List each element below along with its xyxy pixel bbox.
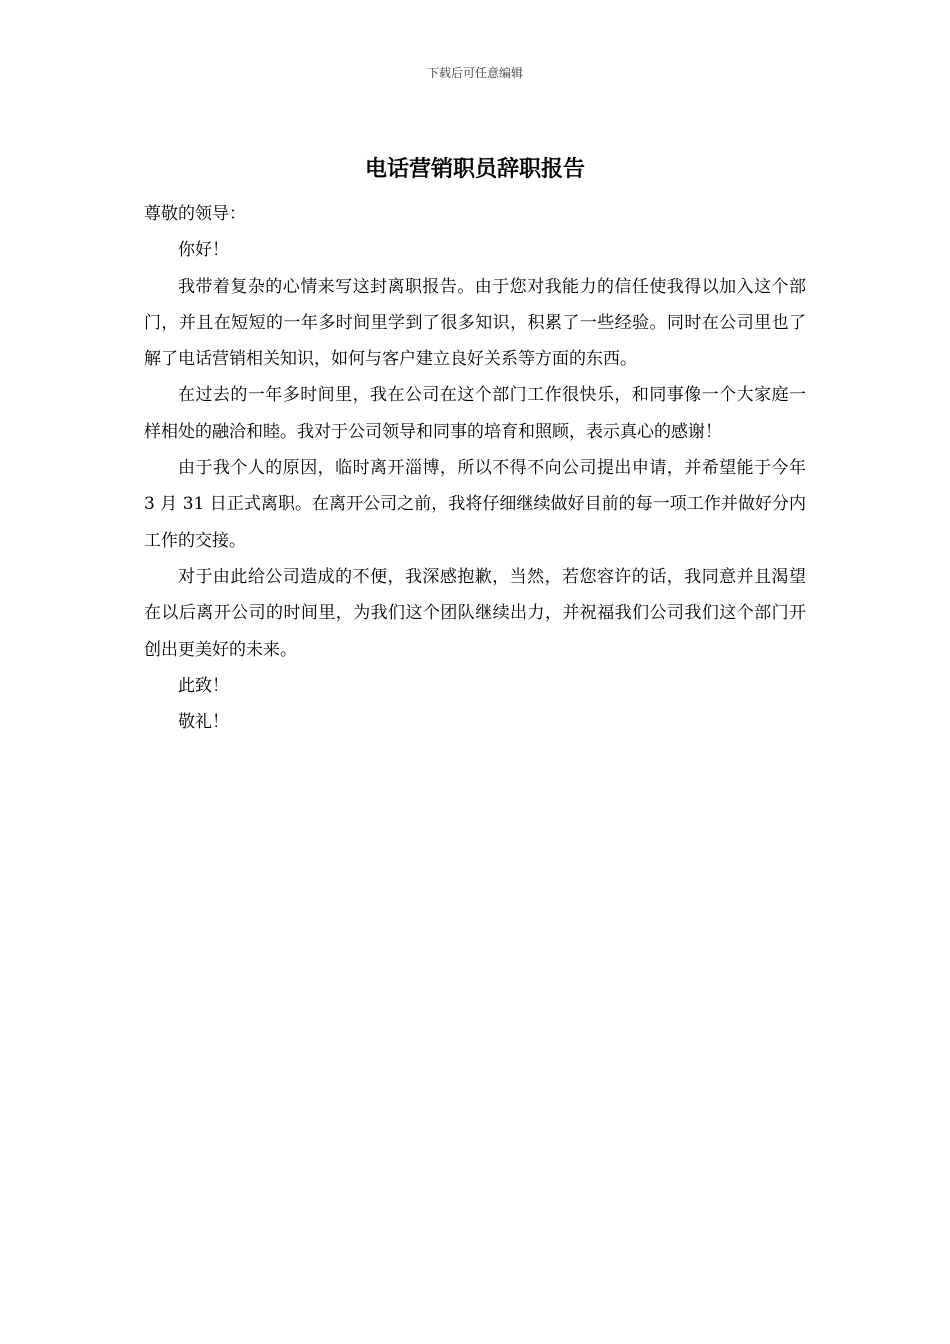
paragraph-1: 我带着复杂的心情来写这封离职报告。由于您对我能力的信任使我得以加入这个部门，并且在短短的一年多时间里学到了很多知识，积累了一些经验。同时在公司里也了解了电话营销相关知识，如何与客户建立良好关系等方面的东西。 <box>144 276 806 370</box>
document-body <box>144 196 806 740</box>
salutation: 尊敬的领导： <box>144 204 246 224</box>
greeting: 你好！ <box>178 240 229 261</box>
paragraph-4: 对于由此给公司造成的不便，我深感抱歉，当然，若您容许的话，我同意并且渴望在以后离开公司的时间里，为我们这个团队继续出力，并祝福我们公司我们这个部门开创出更美好的未来。 <box>144 566 806 660</box>
document-title: 电话营销职员辞职报告 <box>364 156 585 182</box>
closing-line-1: 此致！ <box>178 675 229 696</box>
paragraph-3: 由于我个人的原因，临时离开淄博，所以不得不向公司提出申请，并希望能于今年 3 月 31 日正式离职。在离开公司之前，我将仔细继续做好目前的每一项工作并做好分内工作的交接。 <box>144 458 806 551</box>
header-note: 下载后可任意编辑 <box>426 66 523 80</box>
closing-line-2: 敬礼！ <box>178 712 229 733</box>
paragraph-2: 在过去的一年多时间里，我在公司在这个部门工作很快乐，和同事像一个大家庭一样相处的融洽和睦。我对于公司领导和同事的培育和照顾，表示真心的感谢！ <box>144 385 806 442</box>
